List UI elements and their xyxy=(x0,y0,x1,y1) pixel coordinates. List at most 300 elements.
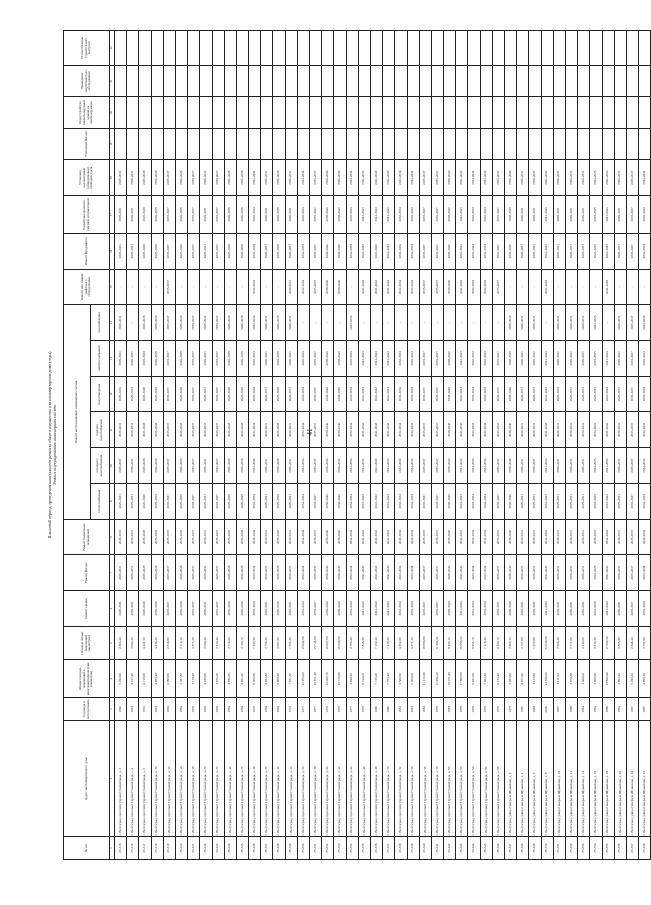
metering-cell: 2035-2037 xyxy=(212,160,224,196)
total-area-cell: 2 961,40 xyxy=(236,660,248,698)
cold-water-cell: 2029-2031 xyxy=(115,448,127,484)
empty-cell xyxy=(358,128,370,160)
living-area-cell: 2 771,60 xyxy=(565,626,577,660)
power-cell: 2032-2034 xyxy=(297,341,309,377)
sewer-cell: 2041-2043 xyxy=(370,376,382,412)
heat-cell: 2041-2043 xyxy=(383,483,395,519)
facade-cell: 2029-2031 xyxy=(529,555,541,591)
metering-cell: 2026-2028 xyxy=(139,160,151,196)
cold-water-cell: 2029-2031 xyxy=(553,448,565,484)
heat-cell: 2041-2043 xyxy=(456,483,468,519)
empty-cell xyxy=(480,65,492,97)
roof-cell: 2032-2034 xyxy=(639,591,651,627)
roof-cell: 2038-2040 xyxy=(322,591,334,627)
living-area-cell: 11 264,50 xyxy=(431,626,443,660)
column-number: 14 xyxy=(110,305,115,341)
heat-cell: 2032-2034 xyxy=(346,483,358,519)
power-cell: 2041-2043 xyxy=(456,341,468,377)
empty-cell xyxy=(273,65,285,97)
basement-cell: 2029-2031 xyxy=(115,519,127,555)
power-cell: 2035-2037 xyxy=(492,341,504,377)
cold-water-cell: 2035-2037 xyxy=(626,448,638,484)
row-number: 35.336 xyxy=(370,836,382,859)
foundation-cell: 2029-2031 xyxy=(115,233,127,269)
lift-cell: - xyxy=(188,269,200,305)
address-cell: г. Волгоград, проспект Героев Сталинграда, д. 22 xyxy=(212,721,224,837)
gas-cell: 2032-2034 xyxy=(346,305,358,341)
heat-cell: 2032-2034 xyxy=(407,483,419,519)
address-cell: г. Волгоград, проспект Героев Сталинграда, д. 18 xyxy=(188,721,200,837)
address-cell: г. Волгоград, проспект Героев Сталинграда, д. 30 xyxy=(261,721,273,837)
roof-cell: 2029-2031 xyxy=(285,591,297,627)
total-area-cell: 16 953,00 xyxy=(297,660,309,698)
empty-cell xyxy=(578,31,590,66)
sewer-cell: 2035-2037 xyxy=(212,376,224,412)
empty-cell xyxy=(590,128,602,160)
empty-cell xyxy=(553,128,565,160)
empty-cell xyxy=(602,128,614,160)
header-sewer: водоотведения xyxy=(91,376,110,412)
row-number: 35.325 xyxy=(236,836,248,859)
roof-cell: 2041-2043 xyxy=(383,591,395,627)
living-area-cell: 4 262,80 xyxy=(395,626,407,660)
year-cell: 1987 xyxy=(626,698,638,721)
roof-cell: 2032-2034 xyxy=(297,591,309,627)
facade-cell: 2029-2031 xyxy=(578,555,590,591)
lift-cell: 2032-2034 xyxy=(480,269,492,305)
facade-cell: 2029-2031 xyxy=(517,555,529,591)
basement-cell: 2038-2040 xyxy=(322,519,334,555)
foundation-cell: 2038-2040 xyxy=(334,233,346,269)
living-area-cell: 2 805,40 xyxy=(614,626,626,660)
living-area-cell: 16 653,50 xyxy=(456,626,468,660)
cold-water-cell: 2035-2037 xyxy=(163,448,175,484)
sewer-cell: 2023-2025 xyxy=(590,376,602,412)
gas-cell: - xyxy=(444,305,456,341)
sewer-cell: 2035-2037 xyxy=(188,376,200,412)
foundation-cell: 2032-2034 xyxy=(407,233,419,269)
row-number: 35.337 xyxy=(383,836,395,859)
living-area-cell: 2 863,40 xyxy=(115,626,127,660)
year-cell: 1960 xyxy=(115,698,127,721)
empty-cell xyxy=(456,97,468,129)
design-cell: 2032-2034 xyxy=(468,196,480,234)
gas-cell: - xyxy=(468,305,480,341)
living-area-cell: 15 822,90 xyxy=(297,626,309,660)
empty-cell xyxy=(236,65,248,97)
metering-cell: 2029-2031 xyxy=(517,160,529,196)
total-area-cell: 21 213,30 xyxy=(419,660,431,698)
empty-cell xyxy=(188,128,200,160)
roof-cell: 2029-2031 xyxy=(261,591,273,627)
basement-cell: 2029-2031 xyxy=(517,519,529,555)
gas-cell: - xyxy=(456,305,468,341)
total-area-cell: 2 308,00 xyxy=(578,660,590,698)
row-number: 35.355 xyxy=(602,836,614,859)
basement-cell: 2032-2034 xyxy=(249,519,261,555)
total-area-cell: 4 119,40 xyxy=(188,660,200,698)
heat-cell: 2029-2031 xyxy=(261,483,273,519)
empty-cell xyxy=(163,97,175,129)
gas-cell: 2026-2028 xyxy=(224,305,236,341)
empty-cell xyxy=(626,97,638,129)
hot-water-cell: 2035-2037 xyxy=(163,412,175,448)
design-cell: 2029-2031 xyxy=(517,196,529,234)
power-cell: 2032-2034 xyxy=(346,341,358,377)
header-basement: Ремонт подвальных помещений xyxy=(64,519,110,555)
empty-cell xyxy=(626,128,638,160)
roof-cell: 2029-2031 xyxy=(529,591,541,627)
empty-cell xyxy=(334,31,346,66)
foundation-cell: 2038-2040 xyxy=(505,233,517,269)
design-cell: 2035-2037 xyxy=(419,196,431,234)
design-cell: 2029-2031 xyxy=(115,196,127,234)
empty-cell xyxy=(614,97,626,129)
year-cell: 1981 xyxy=(407,698,419,721)
sewer-cell: 2026-2028 xyxy=(273,376,285,412)
power-cell: 2029-2031 xyxy=(261,341,273,377)
year-cell: 1964 xyxy=(578,698,590,721)
table-row xyxy=(285,31,297,860)
empty-cell xyxy=(139,31,151,66)
year-cell: 1963 xyxy=(163,698,175,721)
cold-water-cell: 2032-2034 xyxy=(346,448,358,484)
roof-cell: 2032-2034 xyxy=(346,591,358,627)
power-cell: 2032-2034 xyxy=(639,341,651,377)
empty-cell xyxy=(297,65,309,97)
empty-cell xyxy=(346,65,358,97)
column-number: 17 xyxy=(110,196,115,234)
basement-cell: 2038-2040 xyxy=(505,519,517,555)
lift-cell: 2032-2034 xyxy=(468,269,480,305)
hot-water-cell: 2029-2031 xyxy=(261,412,273,448)
basement-cell: 2026-2028 xyxy=(139,519,151,555)
total-area-cell: 2 995,60 xyxy=(163,660,175,698)
basement-cell: 2029-2031 xyxy=(553,519,565,555)
roof-cell: 2041-2043 xyxy=(541,591,553,627)
empty-cell xyxy=(565,31,577,66)
address-cell: г. Волгоград, улица Генерала Шумилова, д. 16 xyxy=(590,721,602,837)
cold-water-cell: 2041-2043 xyxy=(602,448,614,484)
empty-cell xyxy=(115,97,127,129)
column-number: 6 xyxy=(110,591,115,627)
empty-cell xyxy=(297,128,309,160)
year-cell: 1980 xyxy=(383,698,395,721)
roof-cell: 2029-2031 xyxy=(578,591,590,627)
lift-cell: 2035-2037 xyxy=(310,269,322,305)
power-cell: 2035-2037 xyxy=(188,341,200,377)
living-area-cell: 23 038,20 xyxy=(541,626,553,660)
facade-cell: 2041-2043 xyxy=(541,555,553,591)
design-cell: 2035-2037 xyxy=(431,196,443,234)
foundation-cell: 2026-2028 xyxy=(273,233,285,269)
lift-cell: - xyxy=(200,269,212,305)
heat-cell: 2026-2028 xyxy=(139,483,151,519)
foundation-cell: 2029-2031 xyxy=(578,233,590,269)
living-area-cell: 5 871,10 xyxy=(407,626,419,660)
metering-cell: 2035-2037 xyxy=(188,160,200,196)
hot-water-cell: 2035-2037 xyxy=(188,412,200,448)
total-area-cell: 7 765,40 xyxy=(383,660,395,698)
header-reserve-3: Осуществление строительного контроля xyxy=(64,31,110,66)
gas-cell: 2023-2025 xyxy=(590,305,602,341)
lift-cell: - xyxy=(346,269,358,305)
living-area-cell: 1 970,80 xyxy=(529,626,541,660)
empty-cell xyxy=(188,97,200,129)
header-row xyxy=(64,31,91,860)
basement-cell: 2035-2037 xyxy=(310,519,322,555)
empty-cell xyxy=(127,97,139,129)
basement-cell: 2041-2043 xyxy=(602,519,614,555)
gas-cell: - xyxy=(395,305,407,341)
foundation-cell: 2029-2031 xyxy=(261,233,273,269)
address-cell: г. Волгоград, проспект Героев Сталинграда, д. 54 xyxy=(407,721,419,837)
hot-water-cell: 2029-2031 xyxy=(115,412,127,448)
empty-cell xyxy=(310,65,322,97)
empty-cell xyxy=(151,65,163,97)
gas-cell: 2029-2031 xyxy=(261,305,273,341)
row-number: 35.349 xyxy=(529,836,541,859)
design-cell: 2029-2031 xyxy=(578,196,590,234)
total-area-cell: 7 735,40 xyxy=(370,660,382,698)
sewer-cell: 2029-2031 xyxy=(553,376,565,412)
table-row xyxy=(419,31,431,860)
column-number: 21 xyxy=(110,65,115,97)
header-foundation: Ремонт фундамента xyxy=(64,233,110,269)
hot-water-cell: 2029-2031 xyxy=(127,412,139,448)
facade-cell: 2026-2028 xyxy=(273,555,285,591)
design-cell: 2032-2034 xyxy=(407,196,419,234)
power-cell: 2041-2043 xyxy=(370,341,382,377)
power-cell: 2029-2031 xyxy=(565,341,577,377)
metering-cell: 2038-2040 xyxy=(334,160,346,196)
sewer-cell: 2035-2037 xyxy=(492,376,504,412)
row-number: 35.339 xyxy=(407,836,419,859)
metering-cell: 2041-2043 xyxy=(370,160,382,196)
empty-cell xyxy=(529,31,541,66)
address-cell: г. Волгоград, улица Генерала Шумилова, д. 2 xyxy=(505,721,517,837)
empty-cell xyxy=(261,128,273,160)
heat-cell: 2026-2028 xyxy=(273,483,285,519)
empty-cell xyxy=(297,97,309,129)
hot-water-cell: 2038-2040 xyxy=(505,412,517,448)
header-reserve-1: Переустройство невентилируемой крыши на вентилируемую xyxy=(64,97,110,129)
facade-cell: 2032-2034 xyxy=(346,555,358,591)
roof-cell: 2032-2034 xyxy=(395,591,407,627)
facade-cell: 2041-2043 xyxy=(456,555,468,591)
foundation-cell: 2029-2031 xyxy=(517,233,529,269)
cold-water-cell: 2026-2028 xyxy=(273,448,285,484)
sewer-cell: 2029-2031 xyxy=(614,376,626,412)
empty-cell xyxy=(370,97,382,129)
roof-cell: 2029-2031 xyxy=(553,591,565,627)
empty-cell xyxy=(590,97,602,129)
cold-water-cell: 2035-2037 xyxy=(431,448,443,484)
sewer-cell: 2038-2040 xyxy=(444,376,456,412)
power-cell: 2035-2037 xyxy=(626,341,638,377)
hot-water-cell: 2035-2037 xyxy=(431,412,443,448)
gas-cell: - xyxy=(322,305,334,341)
empty-cell xyxy=(395,128,407,160)
column-number: 15 xyxy=(110,269,115,305)
design-cell: 2026-2028 xyxy=(236,196,248,234)
heat-cell: 2035-2037 xyxy=(310,483,322,519)
hot-water-cell: 2029-2031 xyxy=(614,412,626,448)
foundation-cell: 2029-2031 xyxy=(553,233,565,269)
address-cell: г. Волгоград, улица Генерала Шумилова, д. 22 xyxy=(626,721,638,837)
cold-water-cell: 2029-2031 xyxy=(285,448,297,484)
power-cell: 2032-2034 xyxy=(468,341,480,377)
empty-cell xyxy=(249,128,261,160)
power-cell: 2038-2040 xyxy=(505,341,517,377)
roof-cell: 2035-2037 xyxy=(431,591,443,627)
empty-cell xyxy=(614,128,626,160)
sewer-cell: 2032-2034 xyxy=(297,376,309,412)
facade-cell: 2035-2037 xyxy=(626,555,638,591)
hot-water-cell: 2041-2043 xyxy=(383,412,395,448)
roof-cell: 2029-2031 xyxy=(565,591,577,627)
gas-cell: 2029-2031 xyxy=(285,305,297,341)
hot-water-cell: 2026-2028 xyxy=(175,412,187,448)
year-cell: 1978 xyxy=(480,698,492,721)
facade-cell: 2038-2040 xyxy=(505,555,517,591)
table-row xyxy=(310,31,322,860)
sewer-cell: 2029-2031 xyxy=(115,376,127,412)
roof-cell: 2032-2034 xyxy=(468,591,480,627)
basement-cell: 2041-2043 xyxy=(383,519,395,555)
lift-cell: 2041-2043 xyxy=(456,269,468,305)
empty-cell xyxy=(127,31,139,66)
year-cell: 1964 xyxy=(175,698,187,721)
empty-cell xyxy=(517,128,529,160)
lift-cell: - xyxy=(236,269,248,305)
foundation-cell: 2032-2034 xyxy=(249,233,261,269)
empty-cell xyxy=(310,31,322,66)
empty-cell xyxy=(224,128,236,160)
sewer-cell: 2029-2031 xyxy=(529,376,541,412)
address-cell: г. Волгоград, проспект Героев Сталинграда, д. 26 xyxy=(236,721,248,837)
design-cell: 2032-2034 xyxy=(639,196,651,234)
roof-cell: 2041-2043 xyxy=(370,591,382,627)
facade-cell: 2029-2031 xyxy=(261,555,273,591)
empty-cell xyxy=(249,97,261,129)
facade-cell: 2026-2028 xyxy=(224,555,236,591)
table-row xyxy=(565,31,577,860)
lift-cell: 2035-2037 xyxy=(163,269,175,305)
basement-cell: 2029-2031 xyxy=(127,519,139,555)
facade-cell: 2023-2025 xyxy=(590,555,602,591)
foundation-cell: 2029-2031 xyxy=(200,233,212,269)
hot-water-cell: 2032-2034 xyxy=(468,412,480,448)
heat-cell: 2032-2034 xyxy=(249,483,261,519)
basement-cell: 2029-2031 xyxy=(614,519,626,555)
heat-cell: 2026-2028 xyxy=(224,483,236,519)
facade-cell: 2032-2034 xyxy=(297,555,309,591)
empty-cell xyxy=(322,128,334,160)
design-cell: 2041-2043 xyxy=(358,196,370,234)
empty-cell xyxy=(529,65,541,97)
lift-cell: - xyxy=(590,269,602,305)
power-cell: 2026-2028 xyxy=(175,341,187,377)
power-cell: 2029-2031 xyxy=(285,341,297,377)
hot-water-cell: 2026-2028 xyxy=(236,412,248,448)
sewer-cell: 2041-2043 xyxy=(358,376,370,412)
empty-cell xyxy=(468,31,480,66)
header-hot-water: горячего водоснабжения xyxy=(91,412,110,448)
basement-cell: 2032-2034 xyxy=(407,519,419,555)
total-area-cell: 2 676,30 xyxy=(212,660,224,698)
address-cell: г. Волгоград, улица Генерала Шумилова, д. 10 xyxy=(553,721,565,837)
hot-water-cell: 2026-2028 xyxy=(151,412,163,448)
facade-cell: 2032-2034 xyxy=(249,555,261,591)
year-cell: 1987 xyxy=(639,698,651,721)
power-cell: 2032-2034 xyxy=(407,341,419,377)
total-area-cell: 3 052,90 xyxy=(115,660,127,698)
empty-cell xyxy=(322,31,334,66)
hot-water-cell: 2029-2031 xyxy=(285,412,297,448)
empty-cell xyxy=(529,97,541,129)
empty-cell xyxy=(224,31,236,66)
row-number: 35.319 xyxy=(163,836,175,859)
year-cell: 1964 xyxy=(236,698,248,721)
lift-cell: 2041-2043 xyxy=(602,269,614,305)
total-area-cell: 2 948,20 xyxy=(346,660,358,698)
design-cell: 2041-2043 xyxy=(456,196,468,234)
empty-cell xyxy=(139,65,151,97)
table-row xyxy=(370,31,382,860)
metering-cell: 2035-2037 xyxy=(431,160,443,196)
header-year-built: Год ввода в эксплуатацию xyxy=(64,698,110,721)
basement-cell: 2029-2031 xyxy=(578,519,590,555)
row-number: 35.322 xyxy=(200,836,212,859)
empty-cell xyxy=(395,97,407,129)
address-cell: г. Волгоград, проспект Героев Сталинграда, д. 20 xyxy=(200,721,212,837)
row-number: 35.344 xyxy=(468,836,480,859)
empty-cell xyxy=(468,128,480,160)
empty-cell xyxy=(224,97,236,129)
header-no: № п/п xyxy=(64,836,110,859)
lift-cell: - xyxy=(273,269,285,305)
heat-cell: 2029-2031 xyxy=(127,483,139,519)
facade-cell: 2035-2037 xyxy=(188,555,200,591)
design-cell: 2029-2031 xyxy=(285,196,297,234)
roof-cell: 2026-2028 xyxy=(139,591,151,627)
empty-cell xyxy=(407,97,419,129)
foundation-cell: 2026-2028 xyxy=(151,233,163,269)
empty-cell xyxy=(517,31,529,66)
empty-cell xyxy=(370,65,382,97)
cold-water-cell: 2026-2028 xyxy=(236,448,248,484)
sewer-cell: 2032-2034 xyxy=(249,376,261,412)
metering-cell: 2035-2037 xyxy=(310,160,322,196)
roof-cell: 2035-2037 xyxy=(163,591,175,627)
empty-cell xyxy=(602,31,614,66)
lift-cell: - xyxy=(553,269,565,305)
row-number: 35.315 xyxy=(115,836,127,859)
living-area-cell: 2 791,90 xyxy=(639,626,651,660)
heat-cell: 2029-2031 xyxy=(614,483,626,519)
column-number: 11 xyxy=(110,412,115,448)
total-area-cell: 9 641,60 xyxy=(468,660,480,698)
facade-cell: 2035-2037 xyxy=(492,555,504,591)
foundation-cell: 2032-2034 xyxy=(297,233,309,269)
empty-cell xyxy=(358,65,370,97)
empty-cell xyxy=(602,65,614,97)
header-roof: Ремонт крыши xyxy=(64,591,110,627)
empty-cell xyxy=(468,65,480,97)
sewer-cell: 2026-2028 xyxy=(139,376,151,412)
address-cell: г. Волгоград, проспект Героев Сталинграда, д. 46 xyxy=(358,721,370,837)
